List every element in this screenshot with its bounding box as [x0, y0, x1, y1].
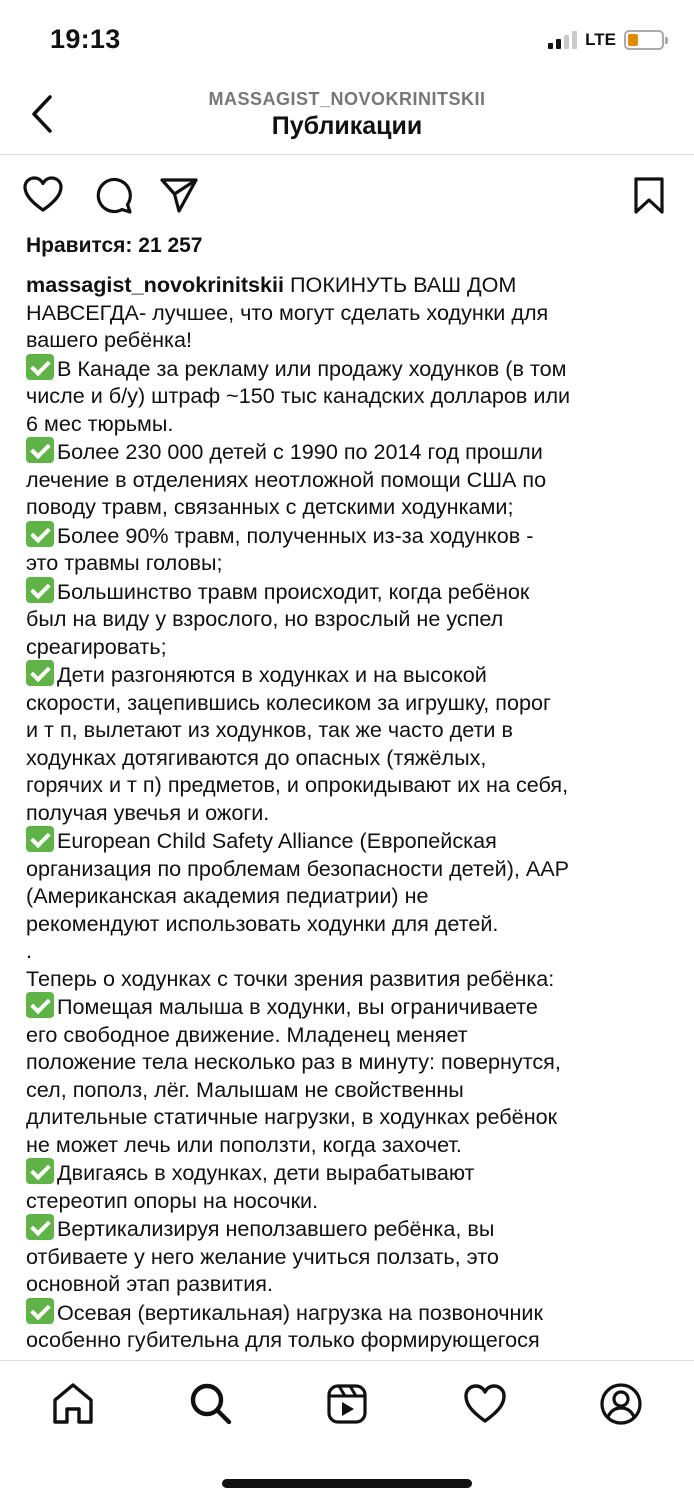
reels-icon[interactable]: [324, 1381, 370, 1427]
caption-text: Большинство травм происходит, когда ребёнок: [57, 578, 530, 604]
caption-text: ходунках дотягиваются до опасных (тяжёлых,: [26, 744, 487, 770]
caption-text: его свободное движение. Младенец меняет: [26, 1021, 468, 1047]
caption-line: [26, 466, 676, 494]
caption-line: [26, 271, 676, 299]
check-mark-emoji-icon: [26, 1298, 54, 1324]
caption-text: положение тела несколько раз в минуту: повернутся,: [26, 1049, 561, 1074]
caption-text: Теперь о ходунках с точки зрения развития ребёнка:: [26, 965, 555, 991]
caption-text: Помещая малыша в ходунки, вы ограничиваете: [57, 994, 538, 1019]
caption-text: Осевая (вертикальная) нагрузка на позвоночник: [57, 1299, 543, 1325]
post-actions: [0, 168, 694, 220]
caption-line: [26, 1326, 676, 1354]
caption-line: [26, 1048, 676, 1076]
caption-line: [26, 882, 676, 910]
caption-text: .: [26, 938, 32, 963]
caption-line: [26, 855, 676, 883]
caption-line: [26, 826, 676, 855]
caption-line: [26, 1187, 676, 1215]
caption-text: сел, пополз, лёг. Малышам не свойственны: [26, 1076, 464, 1102]
caption-line: [26, 744, 676, 772]
caption-line: [26, 1158, 676, 1187]
post-author[interactable]: massagist_novokrinitskii: [26, 272, 285, 297]
comment-icon[interactable]: [92, 174, 134, 216]
caption-text: был на виду у взрослого, но взрослый не успел: [26, 606, 504, 631]
caption-line: [26, 992, 676, 1021]
caption-line: [26, 299, 676, 327]
status-indicators: [548, 30, 664, 50]
caption-text: Более 90% травм, полученных из-за ходунков -: [57, 522, 534, 548]
battery-icon: [624, 30, 664, 50]
caption-text: Вертикализируя неползавшего ребёнка, вы: [57, 1216, 495, 1241]
caption-line: [26, 633, 676, 661]
likes-count[interactable]: Нравится: 21 257: [26, 234, 203, 257]
caption-line: [26, 771, 676, 799]
header: [0, 82, 694, 155]
caption-text: организация по проблемам безопасности детей), ААР: [26, 855, 570, 881]
check-mark-emoji-icon: [26, 521, 54, 547]
caption-line: [26, 689, 676, 717]
caption-line: [26, 382, 676, 410]
caption-text: ПОКИНУТЬ ВАШ ДОМ: [290, 272, 517, 297]
caption-line: [26, 1076, 676, 1104]
caption-line: [26, 660, 676, 689]
check-mark-emoji-icon: [26, 1158, 54, 1184]
caption-text: длительные статичные нагрузки, в ходунках ребёнок: [26, 1104, 558, 1129]
caption-line: [26, 716, 676, 744]
caption-line: [26, 577, 676, 606]
caption-line: [26, 965, 676, 993]
caption-text: Двигаясь в ходунках, дети вырабатывают: [57, 1160, 475, 1185]
caption-line: [26, 326, 676, 354]
page-title: Публикации: [271, 112, 423, 140]
check-mark-emoji-icon: [26, 577, 54, 603]
caption-line: [26, 493, 676, 521]
caption-text: стереотип опоры на носочки.: [26, 1187, 319, 1213]
caption-text: среагировать;: [26, 633, 167, 659]
caption-text: это травмы головы;: [26, 550, 223, 575]
caption-line: [26, 1103, 676, 1131]
caption-text: скорости, зацепившись колесиком за игрушку, порог: [26, 689, 551, 715]
caption-text: Дети разгоняются в ходунках и на высокой: [57, 662, 487, 687]
caption-text: В Канаде за рекламу или продажу ходунков (в том: [57, 355, 567, 381]
caption-line: [26, 1298, 676, 1327]
caption-line: [26, 437, 676, 466]
profile-icon[interactable]: [598, 1381, 644, 1427]
caption-line: [26, 1214, 676, 1243]
caption-text: вашего ребёнка!: [26, 327, 192, 352]
caption-text: (Американская академия педиатрии) не: [26, 883, 429, 908]
caption-line: [26, 1243, 676, 1271]
caption-text: Более 230 000 детей с 1990 по 2014 год прошли: [57, 439, 543, 464]
caption-text: 6 мес тюрьмы.: [26, 410, 174, 436]
caption-text: горячих и т п) предметов, и опрокидывают их на себя,: [26, 772, 569, 797]
caption-text: числе и б/у) штраф ~150 тыс канадских долларов или: [26, 383, 571, 408]
post-caption: [26, 271, 676, 1360]
caption-text: и т п, вылетают из ходунков, так же часто дети в: [26, 717, 513, 742]
status-time: 19:13: [50, 24, 121, 54]
search-icon[interactable]: [188, 1381, 234, 1427]
caption-text: European Child Safety Alliance (Европейская: [57, 828, 497, 853]
home-indicator[interactable]: [222, 1479, 472, 1488]
caption-line: [26, 549, 676, 577]
caption-text: поводу травм, связанных с детскими ходунками;: [26, 494, 514, 519]
caption-text: основной этап развития.: [26, 1271, 273, 1296]
heart-icon[interactable]: [22, 174, 64, 216]
bookmark-icon[interactable]: [628, 174, 670, 216]
activity-heart-icon[interactable]: [462, 1381, 508, 1427]
bottom-nav: [0, 1360, 694, 1500]
caption-line: [26, 937, 676, 965]
caption-line: [26, 1131, 676, 1159]
caption-text: получая увечья и ожоги.: [26, 799, 270, 825]
network-type: LTE: [585, 30, 616, 49]
check-mark-emoji-icon: [26, 992, 54, 1018]
caption-line: [26, 910, 676, 938]
check-mark-emoji-icon: [26, 354, 54, 380]
caption-line: [26, 1021, 676, 1049]
check-mark-emoji-icon: [26, 660, 54, 686]
check-mark-emoji-icon: [26, 1214, 54, 1240]
caption-line: [26, 521, 676, 550]
caption-line: [26, 410, 676, 438]
caption-line: [26, 354, 676, 383]
caption-text: рекомендуют использовать ходунки для детей.: [26, 910, 499, 936]
check-mark-emoji-icon: [26, 437, 54, 463]
caption-text: особенно губительна для только формирующегося: [26, 1327, 540, 1352]
caption-line: [26, 1270, 676, 1298]
cellular-signal-icon: [548, 31, 577, 49]
header-username[interactable]: MASSAGIST_NOVOKRINITSKII: [208, 89, 486, 109]
caption-text: не может лечь или поползти, когда захочет.: [26, 1131, 462, 1157]
caption-line: [26, 799, 676, 827]
caption-line: [26, 605, 676, 633]
caption-text: отбиваете у него желание учиться ползать, это: [26, 1243, 499, 1269]
caption-text: НАВСЕГДА- лучшее, что могут сделать ходунки для: [26, 299, 549, 325]
caption-text: лечение в отделениях неотложной помощи США по: [26, 466, 547, 492]
share-icon[interactable]: [158, 174, 200, 216]
home-icon[interactable]: [50, 1381, 96, 1427]
check-mark-emoji-icon: [26, 826, 54, 852]
status-bar: [0, 0, 694, 82]
